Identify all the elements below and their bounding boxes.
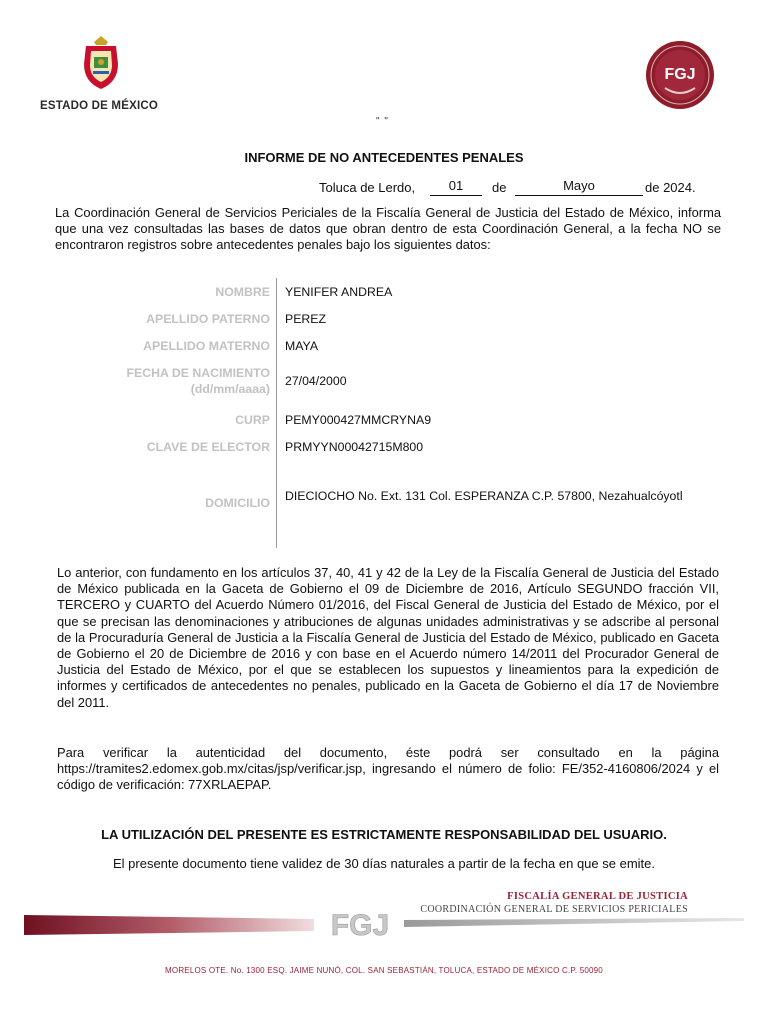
label-curp: CURP: [235, 413, 270, 427]
label-nombre: NOMBRE: [215, 285, 270, 299]
footer-address: MORELOS OTE. No. 1300 ESQ. JAIME NUNÓ, COL. SAN SEBASTIÁN, TOLUCA, ESTADO DE MÉXICO C.P. 50090: [165, 966, 603, 975]
label-fecha-nacimiento: FECHA DE NACIMIENTO: [126, 366, 270, 380]
document-title: INFORME DE NO ANTECEDENTES PENALES: [244, 150, 524, 165]
value-clave-elector: PRMYYN00042715M800: [285, 440, 424, 454]
value-domicilio: DIECIOCHO No. Ext. 131 Col. ESPERANZA C.P. 57800, Nezahualcóyotl: [285, 489, 683, 503]
fgj-seal-icon: [645, 40, 715, 110]
date-line: [0, 178, 700, 198]
responsibility-notice: LA UTILIZACIÓN DEL PRESENTE ES ESTRICTAMENTE RESPONSABILIDAD DEL USUARIO.: [101, 827, 667, 842]
value-apellido-materno: MAYA: [285, 339, 319, 353]
date-year: de 2024.: [645, 180, 696, 195]
validity-notice: El presente documento tiene validez de 30 días naturales a partir de la fecha en que se emite.: [112, 856, 655, 871]
label-clave-elector: CLAVE DE ELECTOR: [146, 440, 270, 454]
date-day: 01: [430, 178, 482, 196]
legal-basis-paragraph: Lo anterior, con fundamento en los artículos 37, 40, 41 y 42 de la Ley de la Fiscalía General de Justicia del Estado de México publicada en la Gaceta de Gobierno el 09 de Diciembre de 2016, Artículo SEGUNDO fracción VII, TERCERO y CUARTO del Acuerdo Número 01/2016, del Fiscal General de Justicia del Estado de México, por el que se precisan las denominaciones y atribuciones de algunas unidades administrativas y se adscribe al personal de la Procuraduría General de Justicia a la Fiscalía General de Justicia del Estado de México, publicado en Gaceta de Gobierno el 20 de Diciembre de 2016 y con base en el Acuerdo número 14/2011 del Procurador General de Justicia del Estado de México, por el que se establecen los supuestos y lineamientos para la expedición de informes y certificados de antecedentes no penales, publicado en la Gaceta de Gobierno el día 17 de Noviembre del 2011.: [57, 565, 719, 710]
label-apellido-paterno: APELLIDO PATERNO: [146, 312, 270, 326]
footer-fgj-logo-text: FGJ: [330, 909, 390, 942]
label-domicilio: DOMICILIO: [205, 496, 270, 510]
value-nombre: YENIFER ANDREA: [285, 285, 393, 299]
top-mark: " ": [376, 116, 389, 127]
footer-org-name: FISCALÍA GENERAL DE JUSTICIA: [507, 891, 688, 902]
value-apellido-paterno: PEREZ: [285, 312, 326, 326]
value-curp: PEMY000427MMCRYNA9: [285, 413, 432, 427]
data-table-divider: [276, 278, 277, 548]
label-fecha-nacimiento-format: (dd/mm/aaaa): [190, 382, 270, 396]
fgj-seal-text: FGJ: [664, 66, 696, 83]
estado-de-mexico-logo: [40, 36, 160, 118]
verification-paragraph: Para verificar la autenticidad del documento, éste podrá ser consultado en la página https://tramites2.edomex.gob.mx/citas/jsp/verificar.jsp, ingresando el número de folio: FE/352-4160806/2024 y el código de verificación: 77XRLAEPAP.: [57, 745, 719, 793]
coat-of-arms-icon: [78, 36, 124, 90]
date-de: de: [492, 180, 507, 195]
date-month: Mayo: [515, 178, 643, 196]
intro-paragraph: La Coordinación General de Servicios Periciales de la Fiscalía General de Justicia del Estado de México, informa que una vez consultadas las bases de datos que obran dentro de esta Coordinación General, a la fecha NO se encontraron registros sobre antecedentes penales bajo los siguientes datos:: [55, 205, 721, 253]
estado-de-mexico-label: ESTADO DE MÉXICO: [40, 100, 158, 112]
date-place: Toluca de Lerdo,: [319, 180, 416, 195]
value-fecha-nacimiento: 27/04/2000: [285, 374, 347, 388]
label-apellido-materno: APELLIDO MATERNO: [143, 339, 270, 353]
footer-department: COORDINACIÓN GENERAL DE SERVICIOS PERICIALES: [420, 904, 688, 915]
